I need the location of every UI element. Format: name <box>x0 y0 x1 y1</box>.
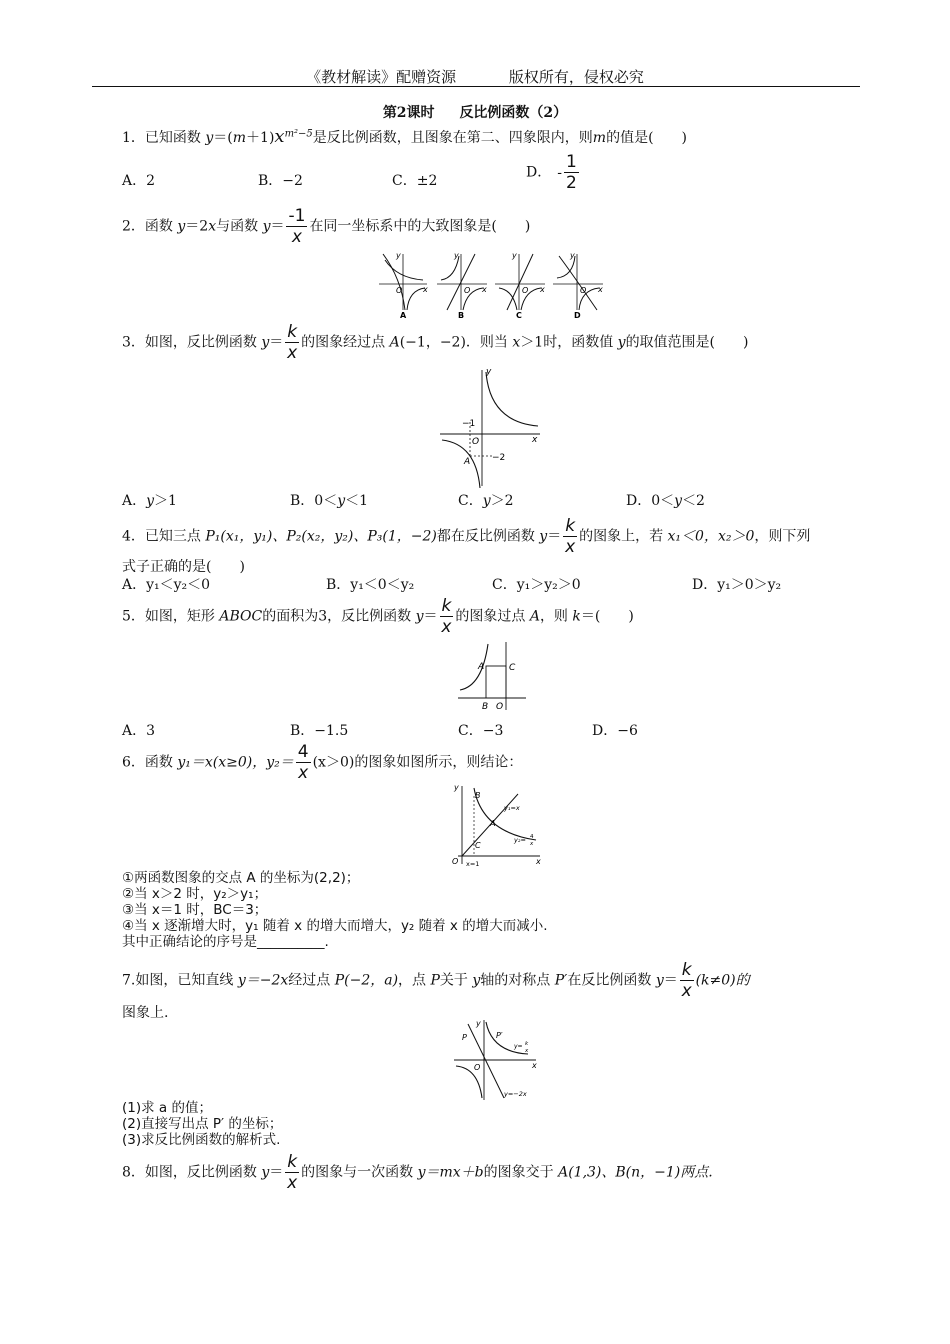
q3-figure <box>436 366 546 490</box>
q3-option-d[interactable]: D．0＜y＜2 <box>626 493 705 509</box>
svg-text:y₁=x: y₁=x <box>504 804 520 812</box>
q3-option-b[interactable]: B．0＜y＜1 <box>290 493 369 509</box>
q2-figure <box>375 248 605 318</box>
svg-text:C: C <box>509 663 516 673</box>
q2-stem: 2．函数 y＝2x与函数 y＝ $\frac{-1}{x}$ 在同一坐标系中的大致图象是( ) <box>122 206 531 247</box>
page-header <box>0 66 950 87</box>
svg-text:y: y <box>454 251 459 260</box>
q5-stem: 5．如图，矩形 ABOC的面积为3，反比例函数 y＝ $\frac{k}{x}$ 的图象过点 A，则 k＝( ) <box>122 596 634 637</box>
q8-stem: 8．如图，反比例函数 y＝ $\frac{k}{x}$ 的图象与一次函数 y＝mx＋b的图象交于 A(1,3)、B(n，−1)两点. <box>122 1152 713 1193</box>
svg-text:x: x <box>530 841 534 847</box>
svg-text:O: O <box>522 286 529 295</box>
q5-option-c[interactable]: C．−3 <box>458 723 504 739</box>
svg-text:x: x <box>540 285 545 294</box>
svg-text:y=: y= <box>514 1043 523 1050</box>
q6-conclusion-4: ④当 x 逐渐增大时，y₁ 随着 x 的增大而增大，y₂ 随着 x 的增大而减小. <box>122 918 548 934</box>
svg-text:B: B <box>482 702 489 712</box>
q2-graph-a[interactable] <box>379 251 428 318</box>
svg-text:x: x <box>482 285 487 294</box>
q2-graph-b[interactable] <box>437 251 487 318</box>
q1-option-d[interactable]: D． - $\frac{1}{2}$ <box>526 152 577 193</box>
q6-conclusion-1: ①两函数图象的交点 A 的坐标为(2,2)； <box>122 870 360 886</box>
svg-text:O: O <box>464 286 471 295</box>
svg-text:x: x <box>532 435 538 445</box>
q2-graph-d[interactable] <box>553 251 603 318</box>
q2-graph-c[interactable] <box>495 251 545 318</box>
lesson-topic: 反比例函数（2） <box>459 105 568 121</box>
svg-text:O: O <box>496 702 504 712</box>
q6-conclusion-2: ②当 x＞2 时，y₂＞y₁； <box>122 886 268 902</box>
svg-text:B: B <box>458 311 465 318</box>
svg-text:O: O <box>580 286 587 295</box>
svg-text:y: y <box>476 1019 481 1028</box>
svg-text:O: O <box>452 857 459 866</box>
q5-option-d[interactable]: D．−6 <box>592 723 638 739</box>
q3-option-a[interactable]: A．y＞1 <box>122 493 177 509</box>
q6-figure <box>444 782 544 868</box>
svg-text:O: O <box>472 437 480 447</box>
q1-stem: 1．已知函数 $y=(m+1)x^{m^2-5}$是反比例函数，且图象在第二、四象限内，则m的值是( ) <box>122 126 688 147</box>
q3-stem: 3．如图，反比例函数 y＝ $\frac{k}{x}$ 的图象经过点 A(−1，−2)．则当 x＞1时，函数值 y的取值范围是( ) <box>122 322 749 363</box>
svg-text:O: O <box>474 1063 481 1072</box>
svg-text:y₂=: y₂= <box>514 836 526 844</box>
header-rule <box>92 86 860 87</box>
q4-stem-line2: 式子正确的是( ) <box>122 559 245 575</box>
svg-text:x: x <box>525 1048 529 1054</box>
q1-option-b[interactable]: B．−2 <box>258 173 303 189</box>
q7-subq-1: (1)求 a 的值； <box>122 1100 212 1116</box>
svg-text:y: y <box>486 367 492 377</box>
svg-text:C: C <box>516 311 522 318</box>
q5-figure <box>456 640 528 714</box>
q1-option-a[interactable]: A．2 <box>122 173 156 189</box>
q5-option-a[interactable]: A．3 <box>122 723 156 739</box>
svg-text:x: x <box>598 285 603 294</box>
svg-text:k: k <box>525 1041 529 1047</box>
q4-option-c[interactable]: C．y₁＞y₂＞0 <box>492 577 581 593</box>
svg-text:x: x <box>536 857 541 866</box>
q4-option-a[interactable]: A．y₁＜y₂＜0 <box>122 577 211 593</box>
q6-conclusion-3: ③当 x＝1 时，BC＝3； <box>122 902 268 918</box>
q3-option-c[interactable]: C．y＞2 <box>458 493 514 509</box>
q7-stem-line2: 图象上. <box>122 1005 169 1021</box>
svg-text:4: 4 <box>530 834 534 840</box>
svg-text:A: A <box>464 457 471 467</box>
svg-text:y: y <box>454 783 459 792</box>
svg-text:A: A <box>400 311 407 318</box>
svg-text:A: A <box>490 819 496 828</box>
svg-text:x=1: x=1 <box>466 860 480 868</box>
q4-stem: 4．已知三点 P₁(x₁，y₁)、P₂(x₂，y₂)、P₃(1，−2)都在反比例函数 y＝ $\frac{k}{x}$ 的图象上，若 x₁＜0，x₂＞0，则下列 <box>122 516 811 557</box>
lesson-title <box>0 102 950 122</box>
svg-text:−2: −2 <box>492 453 506 463</box>
svg-text:A: A <box>478 662 485 672</box>
svg-text:y: y <box>396 251 401 260</box>
svg-text:y: y <box>512 251 517 260</box>
q7-subq-3: (3)求反比例函数的解析式. <box>122 1132 281 1148</box>
svg-text:C: C <box>475 841 481 850</box>
q7-stem: 7.如图，已知直线 y＝−2x经过点 P(−2，a)，点 P关于 y轴的对称点 P′在反比例函数 y＝ $\frac{k}{x}$ (k≠0)的 <box>122 960 750 1001</box>
q6-stem: 6．函数 y₁＝x(x≥0)，y₂＝ $\frac{4}{x}$ (x＞0)的图象如图所示，则结论： <box>122 742 523 783</box>
q4-option-d[interactable]: D．y₁＞0＞y₂ <box>692 577 782 593</box>
q4-option-b[interactable]: B．y₁＜0＜y₂ <box>326 577 415 593</box>
svg-text:−1: −1 <box>462 419 476 429</box>
q6-answer-blank[interactable]: 其中正确结论的序号是__________. <box>122 934 329 950</box>
svg-text:B: B <box>475 791 481 800</box>
svg-text:y: y <box>570 251 575 260</box>
header-right: 版权所有，侵权必究 <box>508 68 644 86</box>
header-left: 《教材解读》配赠资源 <box>306 68 457 86</box>
svg-text:x: x <box>423 285 428 294</box>
svg-text:P′: P′ <box>496 1031 503 1040</box>
q7-subq-2: (2)直接写出点 P′ 的坐标； <box>122 1116 283 1132</box>
q7-figure <box>450 1018 540 1102</box>
svg-text:y=−2x: y=−2x <box>504 1090 527 1098</box>
svg-text:x: x <box>532 1061 537 1070</box>
svg-text:D: D <box>574 311 581 318</box>
q5-option-b[interactable]: B．−1.5 <box>290 723 349 739</box>
svg-text:O: O <box>396 286 403 295</box>
lesson-label: 第2课时 <box>382 105 435 121</box>
q1-option-c[interactable]: C．±2 <box>392 173 438 189</box>
svg-text:P: P <box>462 1033 467 1042</box>
